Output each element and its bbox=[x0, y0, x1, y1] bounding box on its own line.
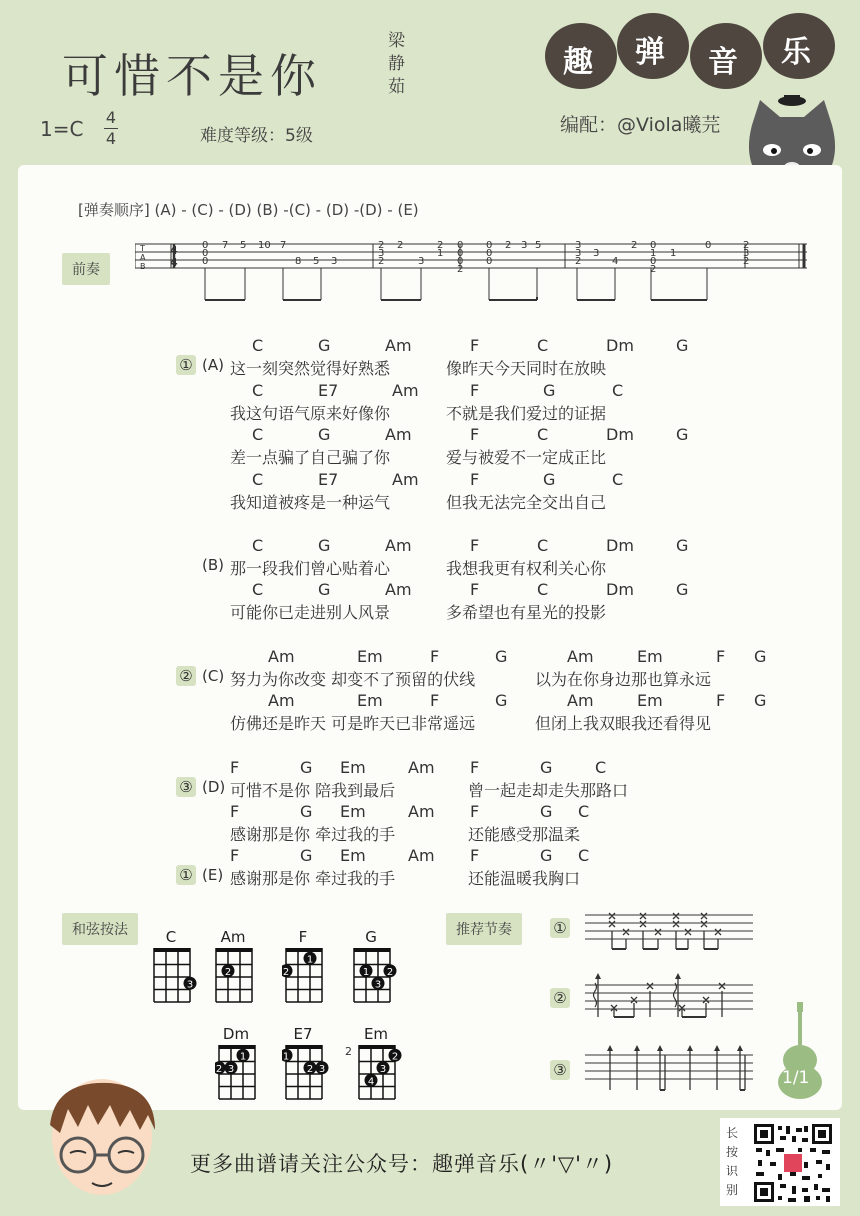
time-signature bbox=[104, 108, 118, 149]
logo-char-4: 乐 bbox=[781, 35, 811, 70]
chord-symbol: Am bbox=[567, 647, 594, 666]
time-bottom: 4 bbox=[105, 129, 117, 148]
tab-num: 0 bbox=[486, 240, 493, 251]
chord-symbol: F bbox=[230, 846, 240, 865]
tab-num: 2 bbox=[457, 264, 464, 275]
chord-symbol: C bbox=[612, 470, 624, 489]
lyric-line: 我想我更有权利关心你 bbox=[446, 559, 607, 578]
chord-symbol: C bbox=[252, 336, 264, 355]
qr-code-icon[interactable] bbox=[752, 1122, 834, 1204]
section-number: ③ bbox=[176, 777, 196, 797]
lyric-line: 但我无法完全交出自己 bbox=[446, 493, 607, 512]
lyric-line: 我这句语气原来好像你 bbox=[230, 404, 391, 423]
tab-num: 2 bbox=[437, 240, 444, 251]
chord-symbol: G bbox=[676, 425, 689, 444]
section-number: ① bbox=[176, 355, 196, 375]
chord-symbol: F bbox=[470, 336, 480, 355]
svg-text:2: 2 bbox=[386, 966, 394, 978]
lyric-line: 还能温暖我胸口 bbox=[468, 869, 581, 888]
chord-symbol: F bbox=[470, 381, 480, 400]
chord-symbol: C bbox=[578, 846, 590, 865]
chord-symbol: G bbox=[754, 691, 767, 710]
rhythm-label: 推荐节奏 bbox=[446, 913, 522, 945]
svg-text:3: 3 bbox=[379, 1063, 387, 1075]
tab-num: 5 bbox=[313, 256, 320, 267]
chord-diagram bbox=[282, 946, 332, 1012]
chord-symbol: G bbox=[318, 580, 331, 599]
chord-name: F bbox=[298, 928, 308, 946]
chord-symbol: Dm bbox=[606, 536, 634, 555]
tab-num: 0 bbox=[457, 256, 464, 267]
svg-text:2: 2 bbox=[215, 1063, 223, 1075]
chord-symbol: F bbox=[470, 470, 480, 489]
chord-symbol: G bbox=[540, 758, 553, 777]
chord-diagram bbox=[215, 1043, 265, 1109]
brand-logo bbox=[545, 5, 845, 95]
chord-symbol: F bbox=[430, 691, 440, 710]
time-top: 4 bbox=[105, 108, 117, 127]
chord-symbol: G bbox=[318, 336, 331, 355]
chord-symbol: C bbox=[537, 336, 549, 355]
chord-symbol: F bbox=[716, 647, 726, 666]
tab-num: 0 bbox=[202, 240, 209, 251]
tab-num: 0 bbox=[457, 240, 464, 251]
rhythm-num-3: ③ bbox=[550, 1060, 570, 1080]
singer-name: 梁静茹 bbox=[388, 31, 405, 97]
chord-diagram bbox=[212, 946, 262, 1012]
qr-code-panel[interactable] bbox=[720, 1118, 840, 1206]
tab-num: 3 bbox=[743, 248, 750, 259]
chord-symbol: C bbox=[537, 536, 549, 555]
tab-num: 2 bbox=[505, 240, 512, 251]
song-title: 可惜不是你 bbox=[62, 49, 322, 103]
chord-symbol: F bbox=[470, 536, 480, 555]
qr-label: 长按识别 bbox=[726, 1126, 739, 1197]
lyric-line: 感谢那是你 牵过我的手 bbox=[230, 825, 396, 844]
section-label: (B) bbox=[202, 556, 224, 574]
tab-num: 7 bbox=[280, 240, 287, 251]
chord-symbol: F bbox=[230, 758, 240, 777]
tab-num: 2 bbox=[631, 240, 638, 251]
chord-symbol: Em bbox=[340, 758, 366, 777]
svg-text:4: 4 bbox=[170, 256, 178, 269]
chord-symbol: Em bbox=[340, 802, 366, 821]
rhythm-num-2: ② bbox=[550, 988, 570, 1008]
chord-symbol: C bbox=[595, 758, 607, 777]
chord-symbol: Em bbox=[357, 647, 383, 666]
chord-symbol: F bbox=[470, 425, 480, 444]
chord-symbol: Am bbox=[408, 758, 435, 777]
section-number: ② bbox=[176, 666, 196, 686]
tab-num: 2 bbox=[378, 256, 385, 267]
chord-symbol: G bbox=[676, 336, 689, 355]
chord-symbol: F bbox=[470, 846, 480, 865]
chord-symbol: Dm bbox=[606, 336, 634, 355]
chord-diagram bbox=[150, 946, 200, 1012]
chord-symbol: C bbox=[537, 580, 549, 599]
lyric-line: 曾一起走却走失那路口 bbox=[468, 781, 629, 800]
rhythm-patterns bbox=[585, 905, 757, 1100]
lyric-line: 可能你已走进别人风景 bbox=[230, 603, 391, 622]
tab-num: 0 bbox=[457, 248, 464, 259]
tab-num: 0 bbox=[705, 240, 712, 251]
chord-diagram bbox=[282, 1043, 332, 1109]
tab-num: 1 bbox=[650, 248, 657, 259]
tab-num: 2 bbox=[397, 240, 404, 251]
tab-num: 8 bbox=[295, 256, 302, 267]
logo-char-3: 音 bbox=[708, 45, 738, 80]
tab-num: 0 bbox=[650, 240, 657, 251]
tab-num: 3 bbox=[418, 256, 425, 267]
section-label: (C) bbox=[202, 667, 225, 685]
lyric-line: 可惜不是你 陪我到最后 bbox=[230, 781, 396, 800]
arranger-credit: 编配：@Viola曦芫 bbox=[560, 114, 721, 136]
svg-text:2: 2 bbox=[391, 1051, 399, 1063]
chord-diagram bbox=[350, 946, 400, 1012]
chord-symbol: F bbox=[230, 802, 240, 821]
chords-label: 和弦按法 bbox=[62, 913, 138, 945]
logo-char-2: 弹 bbox=[635, 35, 665, 70]
tab-num: 1 bbox=[437, 248, 444, 259]
lyric-line: 那一段我们曾心贴着心 bbox=[230, 559, 391, 578]
tab-num: 1 bbox=[670, 248, 677, 259]
playing-order: [弹奏顺序] (A) - (C) - (D) (B) -(C) - (D) -(D) - (E) bbox=[78, 201, 419, 219]
tab-num: 3 bbox=[575, 248, 582, 259]
chord-symbol: E7 bbox=[318, 470, 339, 489]
tab-num: 3 bbox=[521, 240, 528, 251]
svg-text:1: 1 bbox=[282, 1051, 290, 1063]
chord-symbol: F bbox=[430, 647, 440, 666]
lyric-line: 感谢那是你 牵过我的手 bbox=[230, 869, 396, 888]
chord-symbol: F bbox=[470, 802, 480, 821]
key-signature: 1=C bbox=[40, 117, 84, 141]
chord-symbol: Dm bbox=[606, 580, 634, 599]
logo-char-1: 趣 bbox=[563, 45, 593, 80]
chord-symbol: C bbox=[252, 425, 264, 444]
tab-num: 7 bbox=[222, 240, 229, 251]
tab-num: 3 bbox=[378, 248, 385, 259]
chord-symbol: Am bbox=[392, 470, 419, 489]
tab-num: 5 bbox=[535, 240, 542, 251]
tab-num: 4 bbox=[612, 256, 619, 267]
section-label: (E) bbox=[202, 866, 224, 884]
tab-num: 2 bbox=[575, 256, 582, 267]
section-label: (D) bbox=[202, 778, 226, 796]
tab-num: 10 bbox=[258, 240, 271, 251]
tab-num: 0 bbox=[486, 256, 493, 267]
svg-text:T: T bbox=[140, 244, 145, 253]
tab-num: 0 bbox=[202, 256, 209, 267]
tab-num: 2 bbox=[743, 256, 750, 267]
prelude-tab-staff bbox=[135, 238, 810, 310]
prelude-label: 前奏 bbox=[62, 253, 110, 285]
chord-symbol: Am bbox=[385, 336, 412, 355]
chord-symbol: G bbox=[495, 691, 508, 710]
chord-symbol: G bbox=[676, 536, 689, 555]
svg-text:4: 4 bbox=[367, 1076, 375, 1088]
chord-name: E7 bbox=[293, 1025, 313, 1043]
chord-name: C bbox=[165, 928, 177, 946]
lyric-line: 我知道被疼是一种运气 bbox=[230, 493, 391, 512]
chord-symbol: G bbox=[540, 802, 553, 821]
tab-num: 0 bbox=[650, 256, 657, 267]
chord-symbol: F bbox=[716, 691, 726, 710]
chord-symbol: G bbox=[300, 802, 313, 821]
tab-num: 2 bbox=[650, 264, 657, 275]
chord-symbol: Em bbox=[340, 846, 366, 865]
lyric-line: 这一刻突然觉得好熟悉 bbox=[230, 359, 391, 378]
tab-num: 3 bbox=[331, 256, 338, 267]
difficulty-level: 难度等级：5级 bbox=[200, 126, 313, 146]
tab-num: 3 bbox=[575, 240, 582, 251]
chord-symbol: C bbox=[612, 381, 624, 400]
chord-symbol: Am bbox=[408, 802, 435, 821]
chord-symbol: G bbox=[543, 470, 556, 489]
svg-text:2: 2 bbox=[224, 966, 232, 978]
chord-symbol: E7 bbox=[318, 381, 339, 400]
lyric-line: 但闭上我双眼我还看得见 bbox=[535, 714, 712, 733]
chord-symbol: Em bbox=[357, 691, 383, 710]
chord-symbol: G bbox=[300, 758, 313, 777]
chord-symbol: Em bbox=[637, 691, 663, 710]
svg-text:1: 1 bbox=[239, 1051, 247, 1063]
chord-symbol: Am bbox=[567, 691, 594, 710]
chord-symbol: Am bbox=[385, 580, 412, 599]
svg-text:4: 4 bbox=[170, 244, 178, 257]
svg-text:3: 3 bbox=[186, 979, 194, 991]
lyric-line: 多希望也有星光的投影 bbox=[446, 603, 607, 622]
em-fret-number: 2 bbox=[345, 1045, 352, 1058]
chord-symbol: G bbox=[300, 846, 313, 865]
chord-name: Am bbox=[220, 928, 246, 946]
lyric-line: 像昨天今天同时在放映 bbox=[446, 359, 607, 378]
tab-num: 3 bbox=[593, 248, 600, 259]
chord-symbol: C bbox=[252, 580, 264, 599]
svg-text:B: B bbox=[140, 262, 146, 271]
chord-symbol: G bbox=[495, 647, 508, 666]
chord-symbol: F bbox=[470, 758, 480, 777]
chord-symbol: Am bbox=[268, 647, 295, 666]
svg-text:2: 2 bbox=[306, 1063, 314, 1075]
chord-symbol: C bbox=[252, 470, 264, 489]
page-number: 1/1 bbox=[782, 1068, 810, 1088]
chord-diagram bbox=[355, 1043, 405, 1109]
lyric-line: 努力为你改变 却变不了预留的伏线 bbox=[230, 670, 476, 689]
tab-num: 0 bbox=[486, 248, 493, 259]
chord-symbol: G bbox=[543, 381, 556, 400]
lyric-line: 差一点骗了自己骗了你 bbox=[230, 448, 391, 467]
rhythm-num-1: ① bbox=[550, 918, 570, 938]
svg-text:3: 3 bbox=[374, 979, 382, 991]
chord-symbol: G bbox=[318, 425, 331, 444]
lyric-line: 爱与被爱不一定成正比 bbox=[446, 448, 607, 467]
tab-num: 0 bbox=[202, 248, 209, 259]
svg-text:A: A bbox=[140, 253, 146, 262]
lyric-line: 以为在你身边那也算永远 bbox=[535, 670, 712, 689]
chord-symbol: Dm bbox=[606, 425, 634, 444]
section-number: ① bbox=[176, 865, 196, 885]
tab-num: 2 bbox=[743, 240, 750, 251]
chord-symbol: Am bbox=[392, 381, 419, 400]
footer-text: 更多曲谱请关注公众号：趣弹音乐(〃'▽'〃) bbox=[190, 1152, 614, 1176]
chord-symbol: Em bbox=[637, 647, 663, 666]
chord-symbol: C bbox=[252, 381, 264, 400]
chord-symbol: G bbox=[318, 536, 331, 555]
cartoon-avatar-icon bbox=[30, 1075, 170, 1205]
chord-symbol: Am bbox=[385, 536, 412, 555]
chord-symbol: C bbox=[537, 425, 549, 444]
lyric-line: 还能感受那温柔 bbox=[468, 825, 581, 844]
tab-num: 5 bbox=[240, 240, 247, 251]
svg-text:2: 2 bbox=[282, 966, 290, 978]
chord-name: Em bbox=[363, 1025, 389, 1043]
section-label: (A) bbox=[202, 356, 224, 374]
lyric-line: 仿佛还是昨天 可是昨天已非常遥远 bbox=[230, 714, 476, 733]
lyric-line: 不就是我们爱过的证据 bbox=[446, 404, 607, 423]
chord-symbol: G bbox=[676, 580, 689, 599]
chord-name: Dm bbox=[222, 1025, 250, 1043]
svg-text:1: 1 bbox=[306, 954, 314, 966]
chord-symbol: C bbox=[578, 802, 590, 821]
tab-num: 2 bbox=[378, 240, 385, 251]
chord-symbol: F bbox=[470, 580, 480, 599]
chord-symbol: Am bbox=[408, 846, 435, 865]
svg-text:3: 3 bbox=[227, 1063, 235, 1075]
chord-symbol: Am bbox=[385, 425, 412, 444]
chord-symbol: Am bbox=[268, 691, 295, 710]
chord-symbol: G bbox=[754, 647, 767, 666]
svg-text:1: 1 bbox=[362, 966, 370, 978]
svg-text:3: 3 bbox=[318, 1063, 326, 1075]
chord-symbol: G bbox=[540, 846, 553, 865]
chord-name: G bbox=[365, 928, 377, 946]
chord-symbol: C bbox=[252, 536, 264, 555]
